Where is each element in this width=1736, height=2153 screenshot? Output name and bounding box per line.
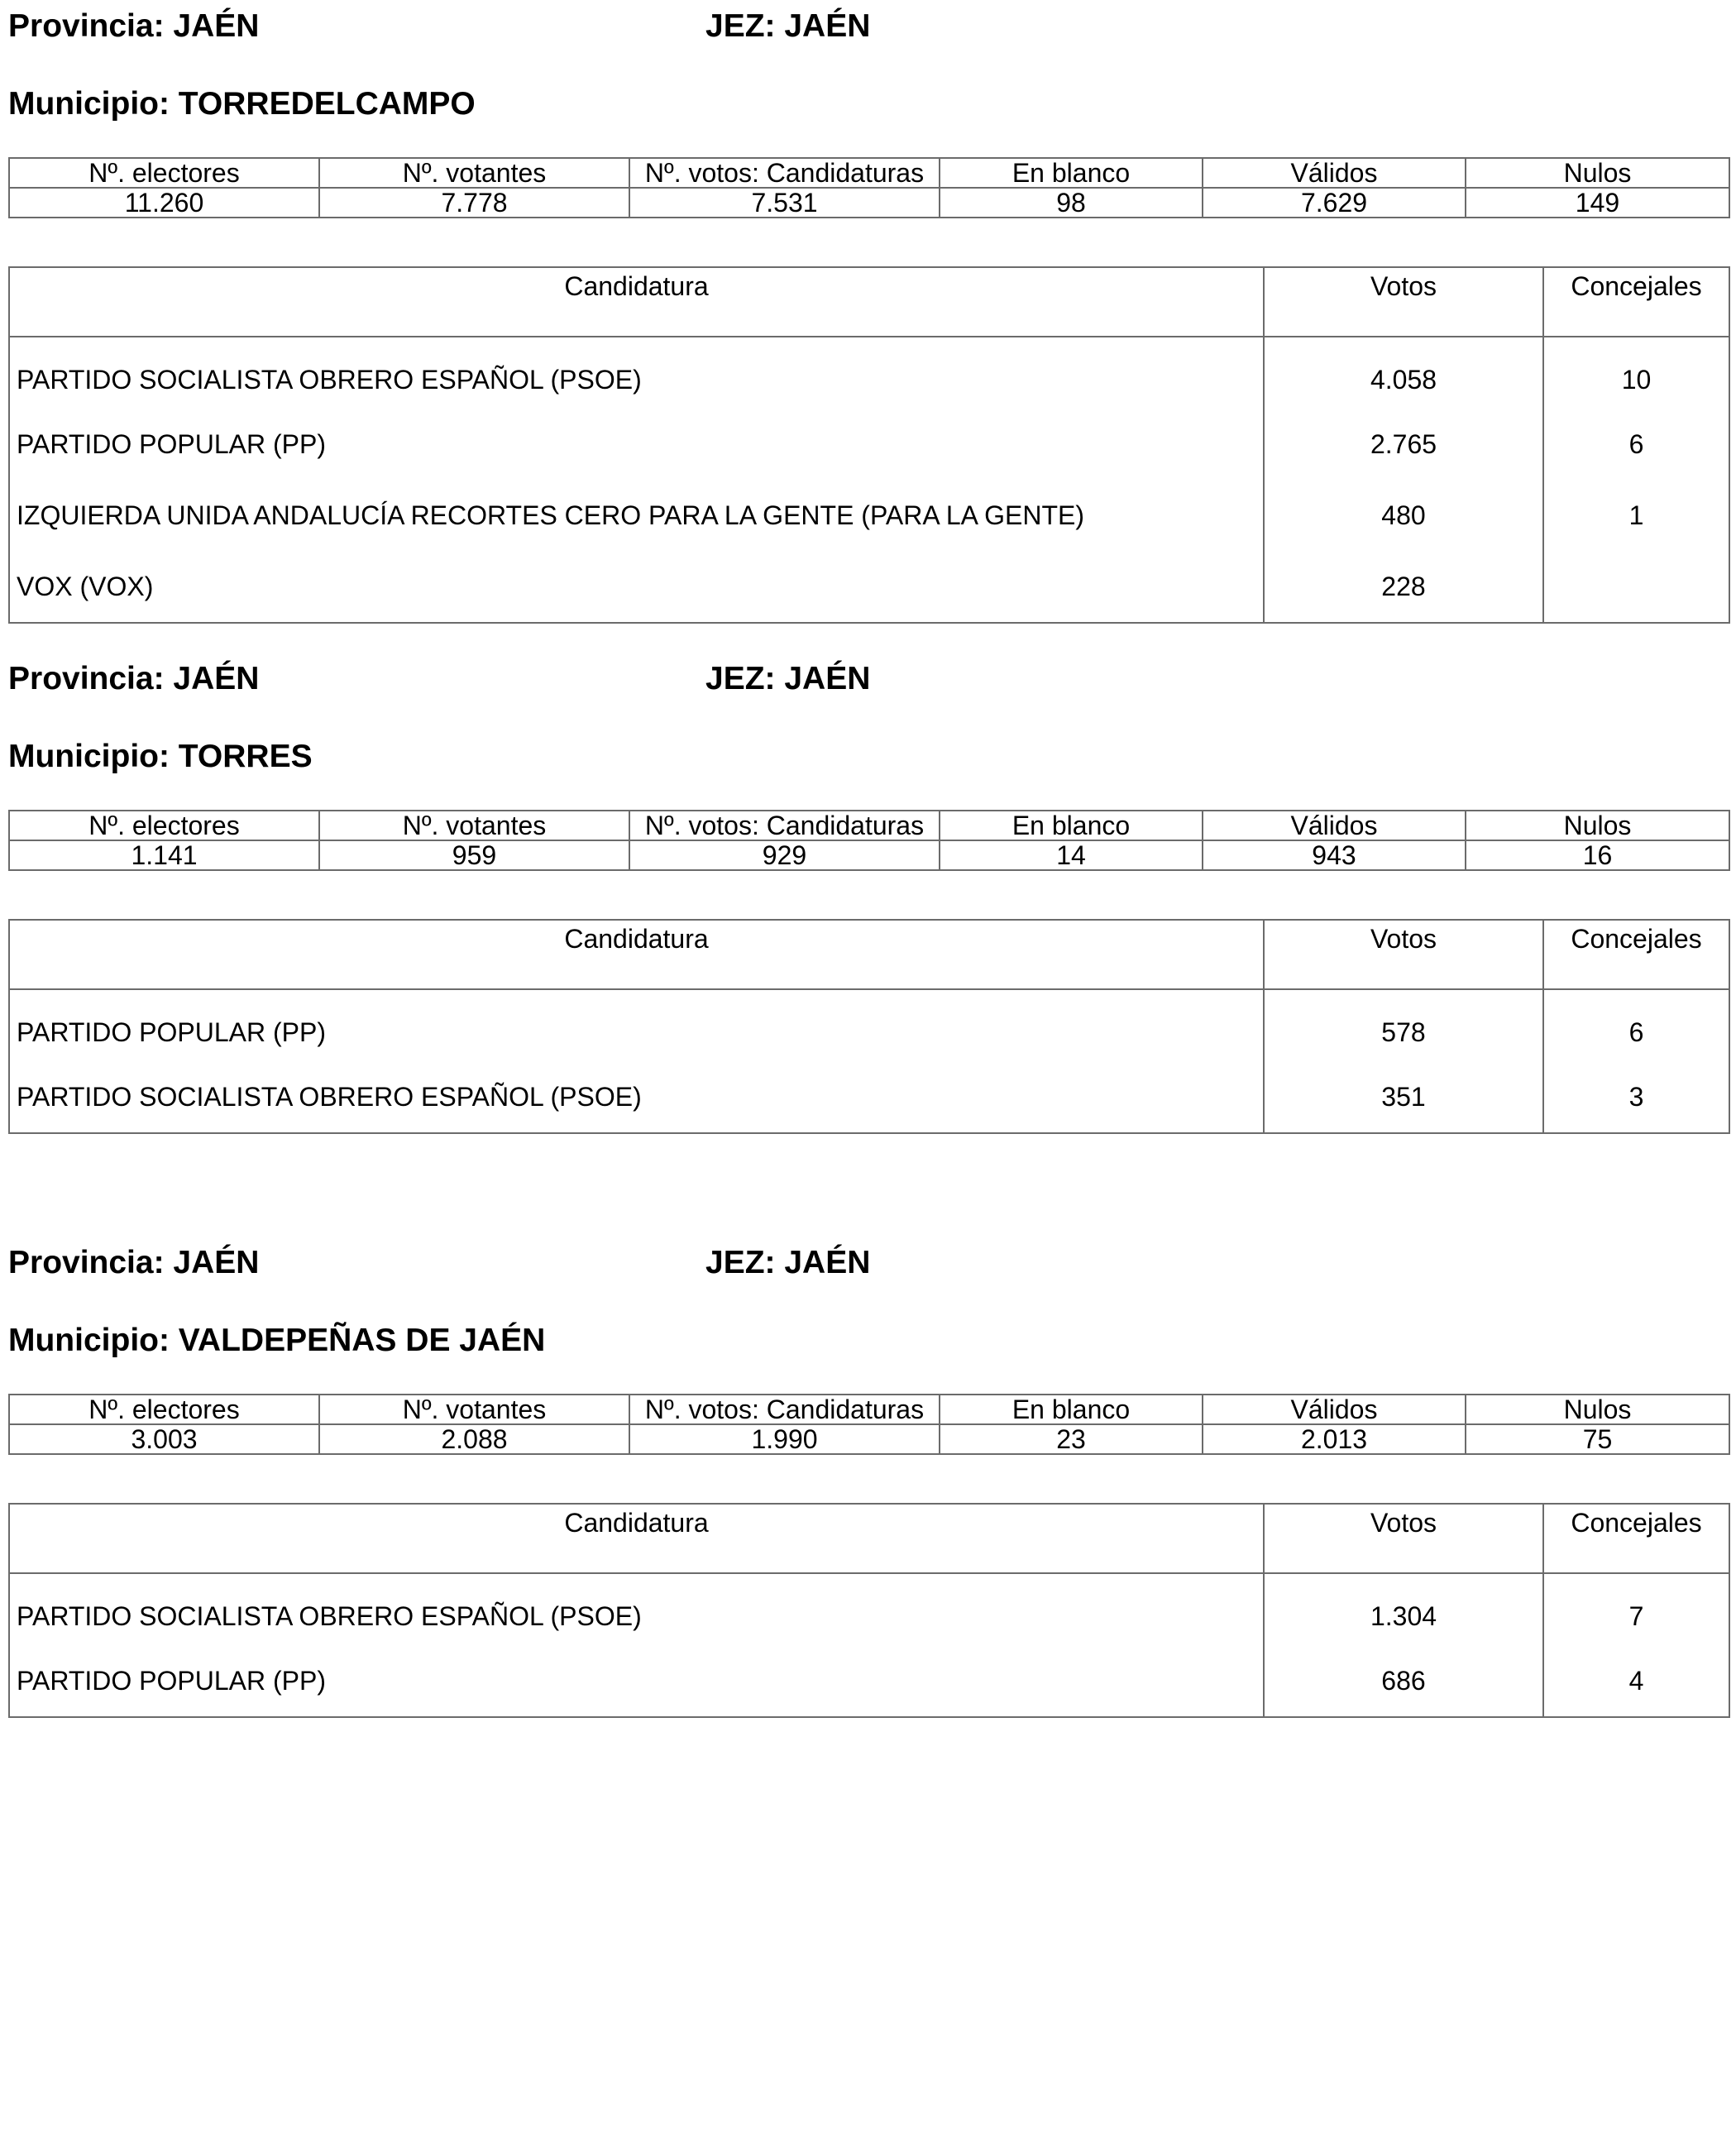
summary-value: 2.013	[1203, 1424, 1466, 1454]
summary-table	[8, 810, 1730, 871]
candidate-votes: 686	[1264, 1645, 1543, 1717]
candidatura-header: Candidatura	[9, 920, 1264, 989]
candidate-row	[9, 1061, 1729, 1133]
candidate-seats: 7	[1543, 1573, 1729, 1645]
summary-value-row	[9, 840, 1729, 870]
concejales-header: Concejales	[1543, 267, 1729, 337]
candidate-name: PARTIDO SOCIALISTA OBRERO ESPAÑOL (PSOE)	[9, 337, 1264, 409]
summary-header: Nº. votos: Candidaturas	[629, 158, 940, 188]
candidate-votes: 1.304	[1264, 1573, 1543, 1645]
summary-value: 1.990	[629, 1424, 940, 1454]
summary-header: Nulos	[1466, 811, 1729, 840]
summary-value: 943	[1203, 840, 1466, 870]
provincia-label: Provincia: JAÉN	[8, 661, 260, 696]
candidate-seats	[1543, 551, 1729, 623]
concejales-header: Concejales	[1543, 920, 1729, 989]
candidates-header-row	[9, 267, 1729, 337]
candidate-votes: 2.765	[1264, 409, 1543, 480]
summary-value: 929	[629, 840, 940, 870]
summary-value: 16	[1466, 840, 1729, 870]
candidate-seats: 1	[1543, 480, 1729, 551]
candidate-row	[9, 989, 1729, 1061]
summary-table	[8, 157, 1730, 218]
candidatura-header: Candidatura	[9, 267, 1264, 337]
jez-label: JEZ: JAÉN	[705, 1245, 871, 1280]
summary-value: 7.629	[1203, 188, 1466, 218]
candidate-votes: 578	[1264, 989, 1543, 1061]
candidate-votes: 4.058	[1264, 337, 1543, 409]
summary-value: 7.778	[319, 188, 629, 218]
candidates-table	[8, 1503, 1730, 1718]
concejales-header: Concejales	[1543, 1504, 1729, 1573]
candidate-seats: 4	[1543, 1645, 1729, 1717]
candidate-name: VOX (VOX)	[9, 551, 1264, 623]
jez-label: JEZ: JAÉN	[705, 8, 871, 44]
municipio-label: Municipio: TORREDELCAMPO	[8, 86, 476, 122]
candidatura-header: Candidatura	[9, 1504, 1264, 1573]
votos-header: Votos	[1264, 267, 1543, 337]
candidate-row	[9, 480, 1729, 551]
summary-value: 959	[319, 840, 629, 870]
candidate-row	[9, 337, 1729, 409]
summary-header: Nº. votantes	[319, 811, 629, 840]
summary-value: 98	[940, 188, 1203, 218]
summary-value: 149	[1466, 188, 1729, 218]
candidate-name: PARTIDO POPULAR (PP)	[9, 1645, 1264, 1717]
votos-header: Votos	[1264, 920, 1543, 989]
summary-header: Válidos	[1203, 1395, 1466, 1424]
summary-header: Nº. electores	[9, 1395, 319, 1424]
candidates-header-row	[9, 920, 1729, 989]
candidates-table	[8, 266, 1730, 624]
provincia-label: Provincia: JAÉN	[8, 8, 260, 44]
candidate-votes: 480	[1264, 480, 1543, 551]
municipio-label: Municipio: TORRES	[8, 739, 313, 774]
summary-header: En blanco	[940, 811, 1203, 840]
summary-value: 1.141	[9, 840, 319, 870]
summary-value-row	[9, 1424, 1729, 1454]
summary-header-row	[9, 811, 1729, 840]
summary-header: Nº. votos: Candidaturas	[629, 1395, 940, 1424]
candidate-name: IZQUIERDA UNIDA ANDALUCÍA RECORTES CERO PARA LA GENTE (PARA LA GENTE)	[9, 480, 1264, 551]
candidate-name: PARTIDO POPULAR (PP)	[9, 409, 1264, 480]
candidate-row	[9, 409, 1729, 480]
candidate-row	[9, 551, 1729, 623]
candidate-row	[9, 1573, 1729, 1645]
jez-label: JEZ: JAÉN	[705, 661, 871, 696]
summary-value: 3.003	[9, 1424, 319, 1454]
summary-header: Nulos	[1466, 1395, 1729, 1424]
municipio-label: Municipio: VALDEPEÑAS DE JAÉN	[8, 1323, 546, 1358]
summary-value: 2.088	[319, 1424, 629, 1454]
candidate-seats: 3	[1543, 1061, 1729, 1133]
summary-value: 11.260	[9, 188, 319, 218]
candidate-votes: 228	[1264, 551, 1543, 623]
summary-header-row	[9, 158, 1729, 188]
candidate-seats: 6	[1543, 989, 1729, 1061]
candidate-votes: 351	[1264, 1061, 1543, 1133]
summary-header: En blanco	[940, 1395, 1203, 1424]
candidate-name: PARTIDO SOCIALISTA OBRERO ESPAÑOL (PSOE)	[9, 1061, 1264, 1133]
candidate-name: PARTIDO SOCIALISTA OBRERO ESPAÑOL (PSOE)	[9, 1573, 1264, 1645]
summary-table	[8, 1394, 1730, 1455]
summary-header-row	[9, 1395, 1729, 1424]
summary-header: Nº. votantes	[319, 1395, 629, 1424]
candidate-name: PARTIDO POPULAR (PP)	[9, 989, 1264, 1061]
candidates-header-row	[9, 1504, 1729, 1573]
summary-value: 75	[1466, 1424, 1729, 1454]
candidate-seats: 6	[1543, 409, 1729, 480]
summary-header: Nº. votantes	[319, 158, 629, 188]
summary-header: Nulos	[1466, 158, 1729, 188]
summary-header: Nº. electores	[9, 158, 319, 188]
summary-header: En blanco	[940, 158, 1203, 188]
summary-value: 23	[940, 1424, 1203, 1454]
summary-header: Válidos	[1203, 158, 1466, 188]
summary-value: 14	[940, 840, 1203, 870]
candidates-table	[8, 919, 1730, 1134]
summary-header: Nº. votos: Candidaturas	[629, 811, 940, 840]
candidate-row	[9, 1645, 1729, 1717]
summary-header: Nº. electores	[9, 811, 319, 840]
provincia-label: Provincia: JAÉN	[8, 1245, 260, 1280]
summary-value: 7.531	[629, 188, 940, 218]
summary-value-row	[9, 188, 1729, 218]
votos-header: Votos	[1264, 1504, 1543, 1573]
summary-header: Válidos	[1203, 811, 1466, 840]
candidate-seats: 10	[1543, 337, 1729, 409]
